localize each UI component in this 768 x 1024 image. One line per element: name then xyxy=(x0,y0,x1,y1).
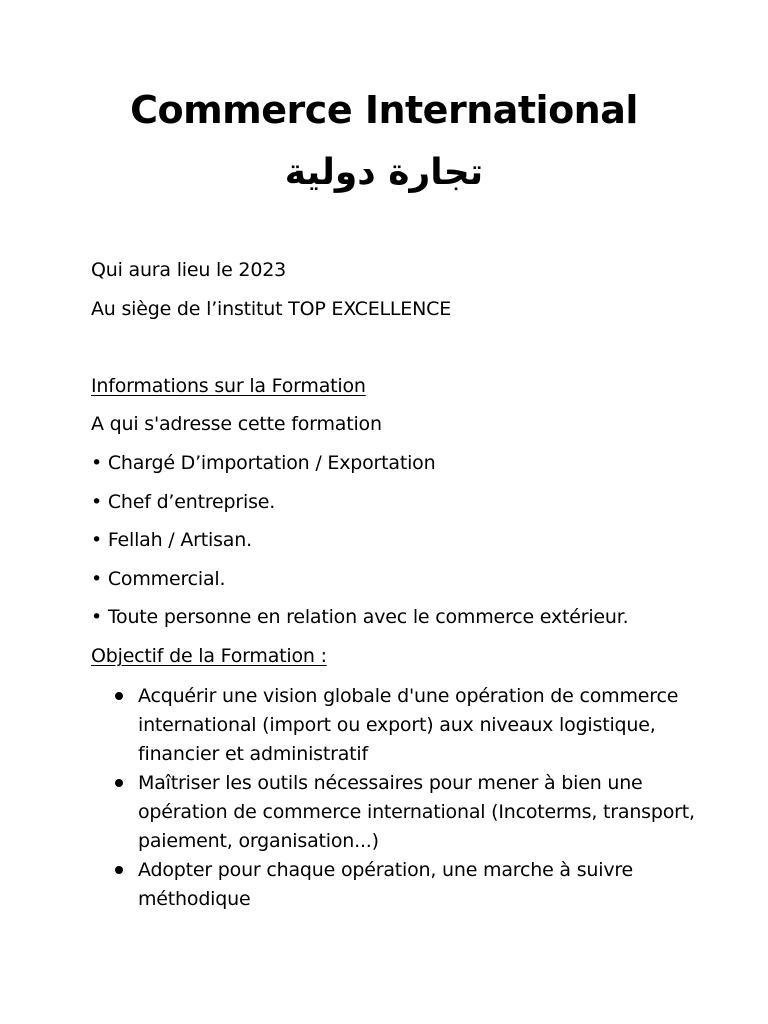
bullet-dot-icon xyxy=(115,866,123,874)
audience-item: • Chef d’entreprise. xyxy=(91,491,276,513)
audience-item: • Chargé D’importation / Exportation xyxy=(91,452,436,474)
objective-item xyxy=(138,769,698,856)
location-line: Au siège de l’institut TOP EXCELLENCE xyxy=(91,298,452,320)
objective-text: Maîtriser les outils nécessaires pour mener à bien une opération de commerce international (Incoterms, transport, paiement, organisation...) xyxy=(138,772,695,852)
objective-heading: Objectif de la Formation : xyxy=(91,645,327,667)
audience-item: • Commercial. xyxy=(91,568,226,590)
objective-item xyxy=(138,856,698,914)
bullet-dot-icon xyxy=(115,692,123,700)
bullet-dot-icon xyxy=(115,779,123,787)
objective-text: Acquérir une vision globale d'une opération de commerce international (import ou export) aux niveaux logistique, financier et administratif xyxy=(138,685,679,765)
objective-item xyxy=(138,682,698,769)
info-heading: Informations sur la Formation xyxy=(91,375,366,397)
page-title: Commerce International xyxy=(130,88,638,132)
audience-heading: A qui s'adresse cette formation xyxy=(91,413,382,435)
audience-item: • Fellah / Artisan. xyxy=(91,529,252,551)
date-line: Qui aura lieu le 2023 xyxy=(91,259,286,281)
objectives-list xyxy=(138,682,698,914)
page-title-arabic: تجارة دولية xyxy=(284,152,484,193)
objective-text: Adopter pour chaque opération, une marche à suivre méthodique xyxy=(138,859,634,910)
audience-item: • Toute personne en relation avec le commerce extérieur. xyxy=(91,606,629,628)
